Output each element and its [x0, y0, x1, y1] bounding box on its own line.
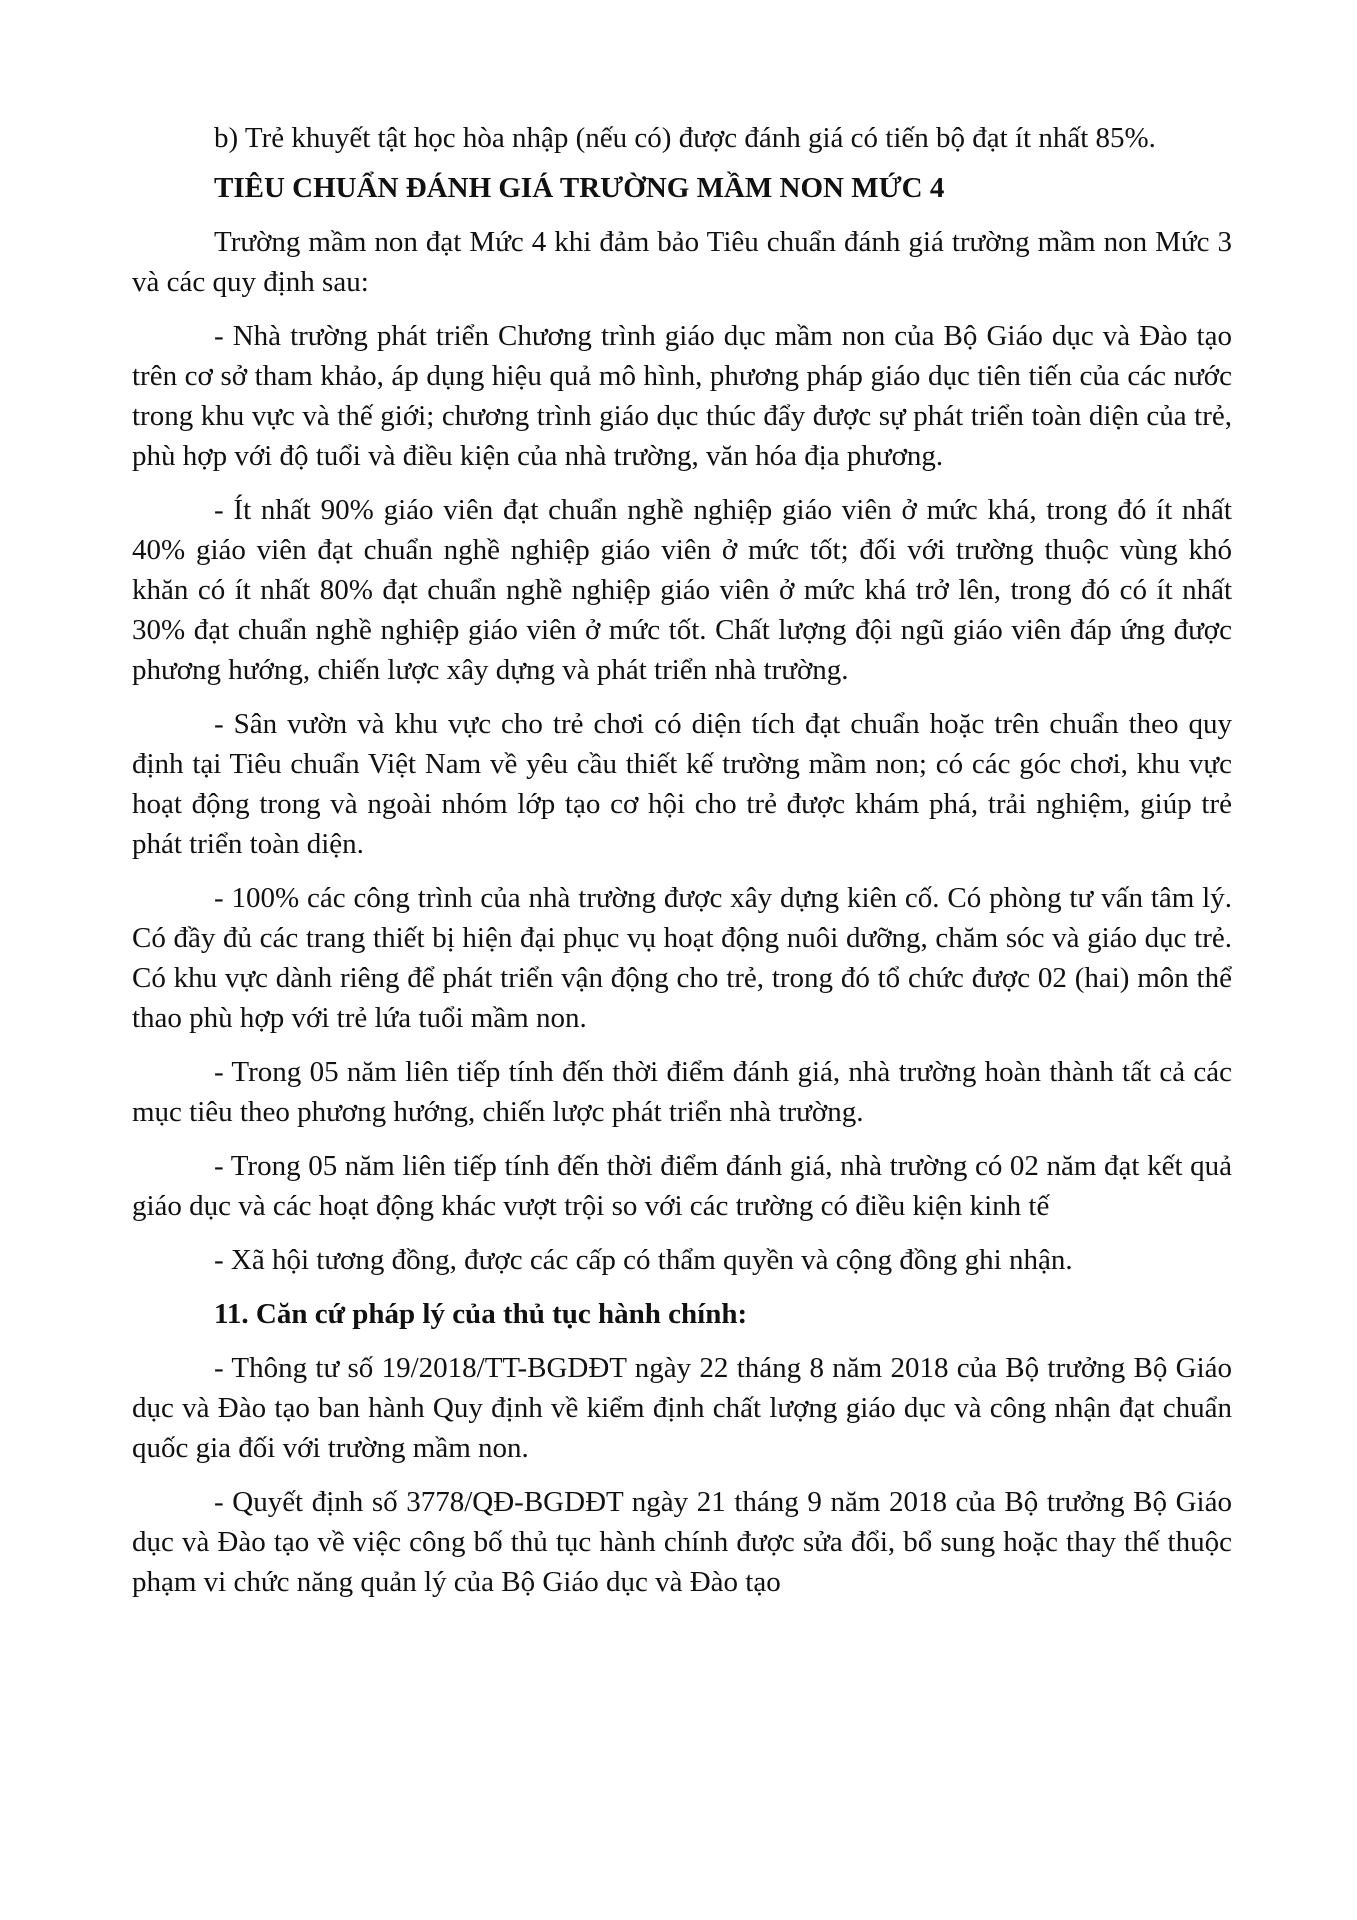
intro-paragraph: Trường mầm non đạt Mức 4 khi đảm bảo Tiêu chuẩn đánh giá trường mầm non Mức 3 và các quy định sau: [132, 226, 1232, 298]
document-page [132, 118, 1232, 1616]
criterion-paragraph: - Trong 05 năm liên tiếp tính đến thời điểm đánh giá, nhà trường có 02 năm đạt kết quả giáo dục và các hoạt động khác vượt trội so với các trường có điều kiện kinh tế [132, 1150, 1232, 1222]
heading-legal-basis: 11. Căn cứ pháp lý của thủ tục hành chính: [214, 1298, 748, 1330]
heading-level-4: TIÊU CHUẨN ĐÁNH GIÁ TRƯỜNG MẦM NON MỨC 4 [214, 172, 945, 204]
criterion-paragraph: - Sân vườn và khu vực cho trẻ chơi có diện tích đạt chuẩn hoặc trên chuẩn theo quy định tại Tiêu chuẩn Việt Nam về yêu cầu thiết kế trường mầm non; có các góc chơi, khu vực hoạt động trong và ngoài nhóm lớp tạo cơ hội cho trẻ được khám phá, trải nghiệm, giúp trẻ phát triển toàn diện. [132, 708, 1232, 860]
criterion-paragraph: - Ít nhất 90% giáo viên đạt chuẩn nghề nghiệp giáo viên ở mức khá, trong đó ít nhất 40% giáo viên đạt chuẩn nghề nghiệp giáo viên ở mức tốt; đối với trường thuộc vùng khó khăn có ít nhất 80% đạt chuẩn nghề nghiệp giáo viên ở mức khá trở lên, trong đó có ít nhất 30% đạt chuẩn nghề nghiệp giáo viên ở mức tốt. Chất lượng đội ngũ giáo viên đáp ứng được phương hướng, chiến lược xây dựng và phát triển nhà trường. [132, 494, 1232, 686]
paragraph-b: b) Trẻ khuyết tật học hòa nhập (nếu có) được đánh giá có tiến bộ đạt ít nhất 85%. [214, 122, 1156, 154]
criterion-paragraph: - Nhà trường phát triển Chương trình giáo dục mầm non của Bộ Giáo dục và Đào tạo trên cơ sở tham khảo, áp dụng hiệu quả mô hình, phương pháp giáo dục tiên tiến của các nước trong khu vực và thế giới; chương trình giáo dục thúc đẩy được sự phát triển toàn diện của trẻ, phù hợp với độ tuổi và điều kiện của nhà trường, văn hóa địa phương. [132, 320, 1232, 472]
criterion-paragraph: - Xã hội tương đồng, được các cấp có thẩm quyền và cộng đồng ghi nhận. [214, 1244, 1073, 1276]
legal-paragraph: - Quyết định số 3778/QĐ-BGDĐT ngày 21 tháng 9 năm 2018 của Bộ trưởng Bộ Giáo dục và Đào tạo về việc công bố thủ tục hành chính được sửa đổi, bổ sung hoặc thay thế thuộc phạm vi chức năng quản lý của Bộ Giáo dục và Đào tạo [132, 1486, 1232, 1598]
criterion-paragraph: - Trong 05 năm liên tiếp tính đến thời điểm đánh giá, nhà trường hoàn thành tất cả các mục tiêu theo phương hướng, chiến lược phát triển nhà trường. [132, 1056, 1232, 1128]
legal-paragraph: - Thông tư số 19/2018/TT-BGDĐT ngày 22 tháng 8 năm 2018 của Bộ trưởng Bộ Giáo dục và Đào tạo ban hành Quy định về kiểm định chất lượng giáo dục và công nhận đạt chuẩn quốc gia đối với trường mầm non. [132, 1352, 1232, 1464]
criterion-paragraph: - 100% các công trình của nhà trường được xây dựng kiên cố. Có phòng tư vấn tâm lý. Có đầy đủ các trang thiết bị hiện đại phục vụ hoạt động nuôi dưỡng, chăm sóc và giáo dục trẻ. Có khu vực dành riêng để phát triển vận động cho trẻ, trong đó tổ chức được 02 (hai) môn thể thao phù hợp với trẻ lứa tuổi mầm non. [132, 882, 1232, 1034]
